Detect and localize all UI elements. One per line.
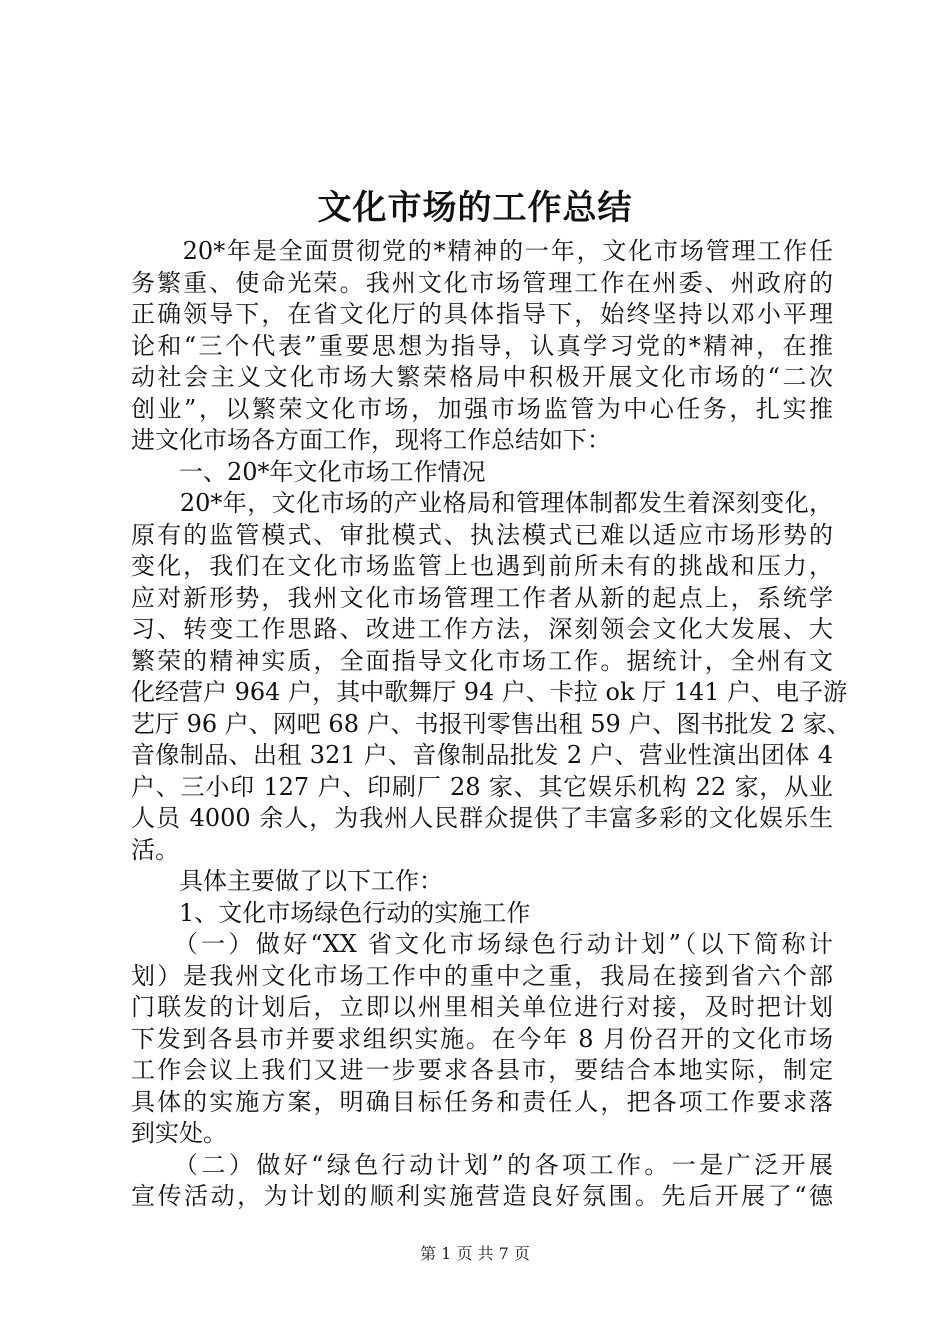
text-line: 划）是我州文化市场工作中的重中之重，我局在接到省六个部: [131, 961, 833, 990]
text-line: 一、20*年文化市场工作情况: [131, 457, 486, 486]
text-line: 宣传活动，为计划的顺利实施营造良好氛围。先后开展了“德: [131, 1182, 833, 1210]
text-line: 到实处。: [131, 1119, 227, 1147]
text-line: 工作会议上我们又进一步要求各县市，要结合本地实际，制定: [131, 1056, 833, 1084]
text-line: 具体的实施方案，明确目标任务和责任人，把各项工作要求落: [131, 1087, 833, 1116]
text-line: 原有的监管模式、审批模式、执法模式已难以适应市场形势的: [131, 520, 833, 549]
text-line: 进文化市场各方面工作，现将工作总结如下：: [131, 426, 611, 454]
text-line: 20*年是全面贯彻党的*精神的一年，文化市场管理工作任: [131, 237, 833, 265]
text-line: 门联发的计划后，立即以州里相关单位进行对接，及时把计划: [131, 993, 833, 1021]
document-title: 文化市场的工作总结: [317, 188, 633, 228]
text-line: 习、转变工作思路、改进工作方法，深刻领会文化大发展、大: [131, 615, 833, 643]
text-line: 1、文化市场绿色行动的实施工作: [131, 898, 531, 927]
text-line: 动社会主义文化市场大繁荣格局中积极开展文化市场的“二次: [131, 363, 833, 391]
text-line: 变化，我们在文化市场监管上也遇到前所未有的挑战和压力，: [131, 552, 833, 580]
text-line: （二）做好“绿色行动计划”的各项工作。一是广泛开展: [131, 1150, 833, 1179]
text-line: 创业”，以繁荣文化市场，加强市场监管为中心任务，扎实推: [131, 394, 833, 423]
text-line: 正确领导下，在省文化厅的具体指导下，始终坚持以邓小平理: [131, 300, 833, 328]
page-number-footer: 第 1 页 共 7 页: [420, 1244, 530, 1263]
text-line: 活。: [131, 835, 179, 864]
text-line: 具体主要做了以下工作：: [131, 867, 443, 895]
text-line: 务繁重、使命光荣。我州文化市场管理工作在州委、州政府的: [131, 268, 833, 297]
text-line: 论和“三个代表”重要思想为指导，认真学习党的*精神，在推: [131, 331, 833, 360]
text-line: 20*年，文化市场的产业格局和管理体制都发生着深刻变化，: [131, 489, 833, 517]
text-line: 繁荣的精神实质，全面指导文化市场工作。据统计，全州有文: [131, 646, 833, 675]
text-line: （一）做好“XX 省文化市场绿色行动计划”（以下简称计: [131, 930, 833, 958]
text-line: 户、三小印 127 户、印刷厂 28 家、其它娱乐机构 22 家，从业: [131, 772, 833, 801]
text-line: 音像制品、出租 321 户、音像制品批发 2 户、营业性演出团体 4: [131, 741, 833, 769]
text-line: 人员 4000 余人，为我州人民群众提供了丰富多彩的文化娱乐生: [131, 804, 833, 832]
document-body: [131, 236, 851, 1213]
text-line: 应对新形势，我州文化市场管理工作者从新的起点上，系统学: [131, 583, 833, 612]
text-line: 艺厅 96 户、网吧 68 户、书报刊零售出租 59 户、图书批发 2 家、: [131, 709, 851, 738]
text-line: 化经营户 964 户，其中歌舞厅 94 户、卡拉 ok 厅 141 户、电子游: [131, 678, 848, 706]
text-line: 下发到各县市并要求组织实施。在今年 8 月份召开的文化市场: [131, 1024, 833, 1053]
